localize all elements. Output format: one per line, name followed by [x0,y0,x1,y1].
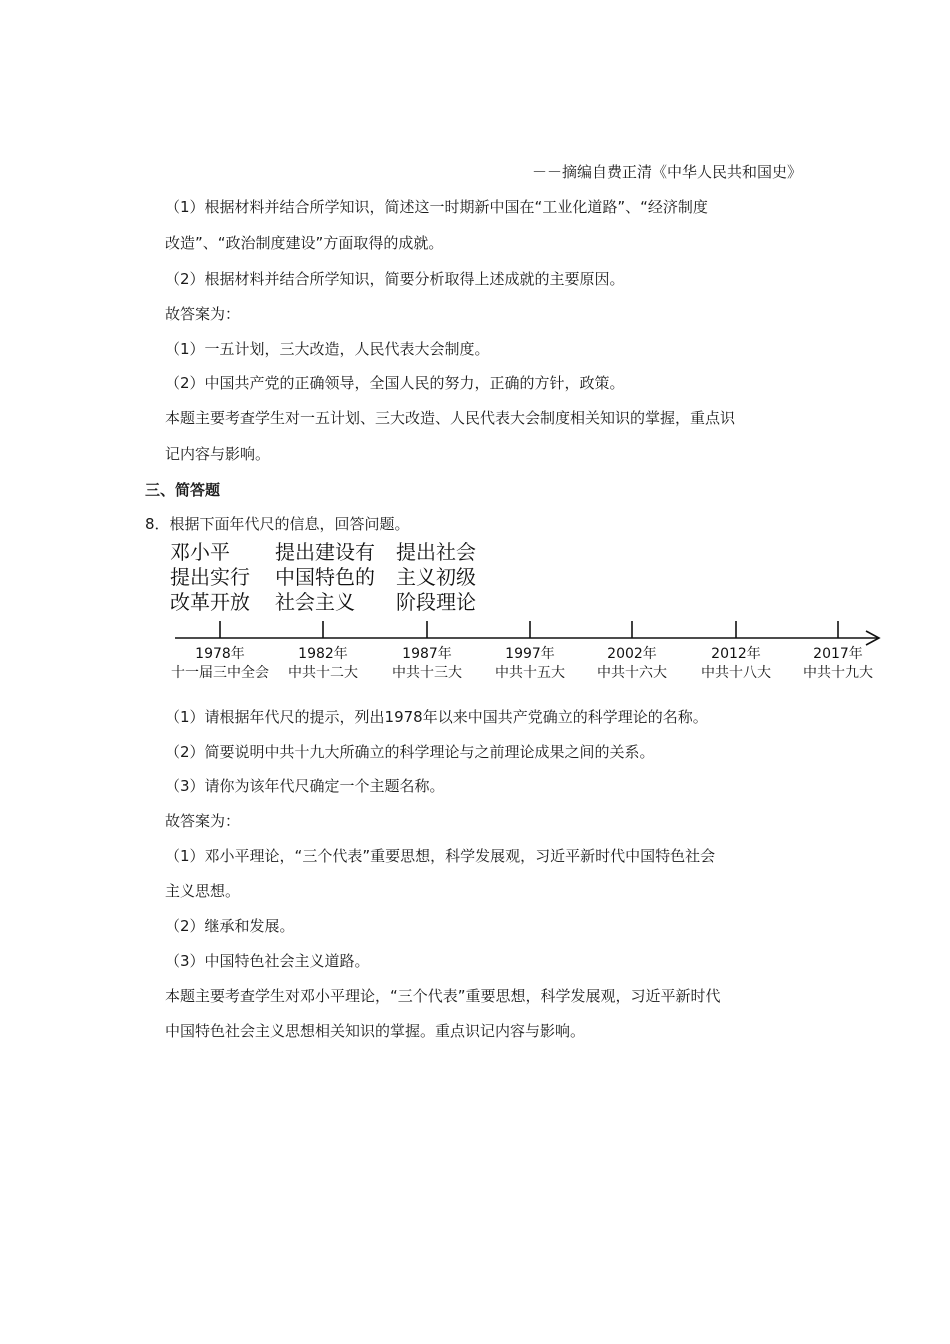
timeline-tick-congress: 中共十五大 [495,665,565,681]
q8-answer-2: （2）继承和发展。 [165,917,295,935]
timeline-event-line: 阶段理论 [396,590,476,614]
timeline-event-line: 改革开放 [170,590,250,614]
timeline-event-line: 社会主义 [275,590,355,614]
timeline-event-line: 提出建设有 [275,540,375,564]
q7-answer-1: （1）一五计划，三大改造，人民代表大会制度。 [165,340,490,358]
timeline-tick-year: 1982年 [298,646,348,662]
timeline-tick-year: 2002年 [607,646,657,662]
q7-answer-2: （2）中国共产党的正确领导，全国人民的努力，正确的方针，政策。 [165,374,625,392]
q8-question-2: （2）简要说明中共十九大所确立的科学理论与之前理论成果之间的关系。 [165,743,655,761]
q8-analysis-line-2: 中国特色社会主义思想相关知识的掌握。重点识记内容与影响。 [165,1022,586,1040]
timeline-event-line: 提出实行 [170,565,250,589]
timeline-tick-congress: 十一届三中全会 [171,665,269,681]
q8-answer-label: 故答案为： [165,812,241,830]
q7-analysis-line-2: 记内容与影响。 [165,445,271,463]
timeline-event-label [275,540,375,615]
timeline-event-line: 提出社会 [396,540,476,564]
timeline-event-line: 主义初级 [396,565,476,589]
timeline-tick-year: 1978年 [195,646,245,662]
section-heading: 三、简答题 [145,481,221,499]
timeline-tick-congress: 中共十九大 [803,665,873,681]
timeline-tick-congress: 中共十六大 [597,665,667,681]
q7-question-1-line-2: 改造”、“政治制度建设”方面取得的成就。 [165,234,444,252]
q7-question-2: （2）根据材料并结合所学知识，简要分析取得上述成就的主要原因。 [165,270,625,288]
q8-answer-3: （3）中国特色社会主义道路。 [165,952,370,970]
q7-answer-label: 故答案为： [165,305,241,323]
q8-question-1: （1）请根据年代尺的提示，列出1978年以来中国共产党确立的科学理论的名称。 [165,708,708,726]
timeline-ticks [220,621,838,638]
timeline [160,540,890,690]
q7-analysis-line-1: 本题主要考查学生对一五计划、三大改造、人民代表大会制度相关知识的掌握，重点识 [165,409,736,427]
timeline-tick-congress: 中共十八大 [701,665,771,681]
timeline-tick-year: 2012年 [711,646,761,662]
source-citation: －－摘编自费正清《中华人民共和国史》 [531,163,802,181]
q8-stem: 8．根据下面年代尺的信息，回答问题。 [145,515,410,533]
timeline-event-line: 中国特色的 [275,565,375,589]
timeline-event-label [396,540,476,615]
timeline-tick-congress: 中共十三大 [392,665,462,681]
timeline-tick-congress: 中共十二大 [288,665,358,681]
timeline-tick-year: 1987年 [402,646,452,662]
timeline-tick-year: 2017年 [813,646,863,662]
timeline-tick-year: 1997年 [505,646,555,662]
q8-analysis-line-1: 本题主要考查学生对邓小平理论，“三个代表”重要思想，科学发展观，习近平新时代 [165,987,721,1005]
q7-question-1-line-1: （1）根据材料并结合所学知识，简述这一时期新中国在“工业化道路”、“经济制度 [165,198,708,216]
q8-answer-1-line-2: 主义思想。 [165,882,241,900]
timeline-event-label [170,540,250,615]
q8-answer-1-line-1: （1）邓小平理论，“三个代表”重要思想，科学发展观，习近平新时代中国特色社会 [165,847,716,865]
timeline-event-line: 邓小平 [170,540,230,564]
q8-question-3: （3）请你为该年代尺确定一个主题名称。 [165,777,445,795]
